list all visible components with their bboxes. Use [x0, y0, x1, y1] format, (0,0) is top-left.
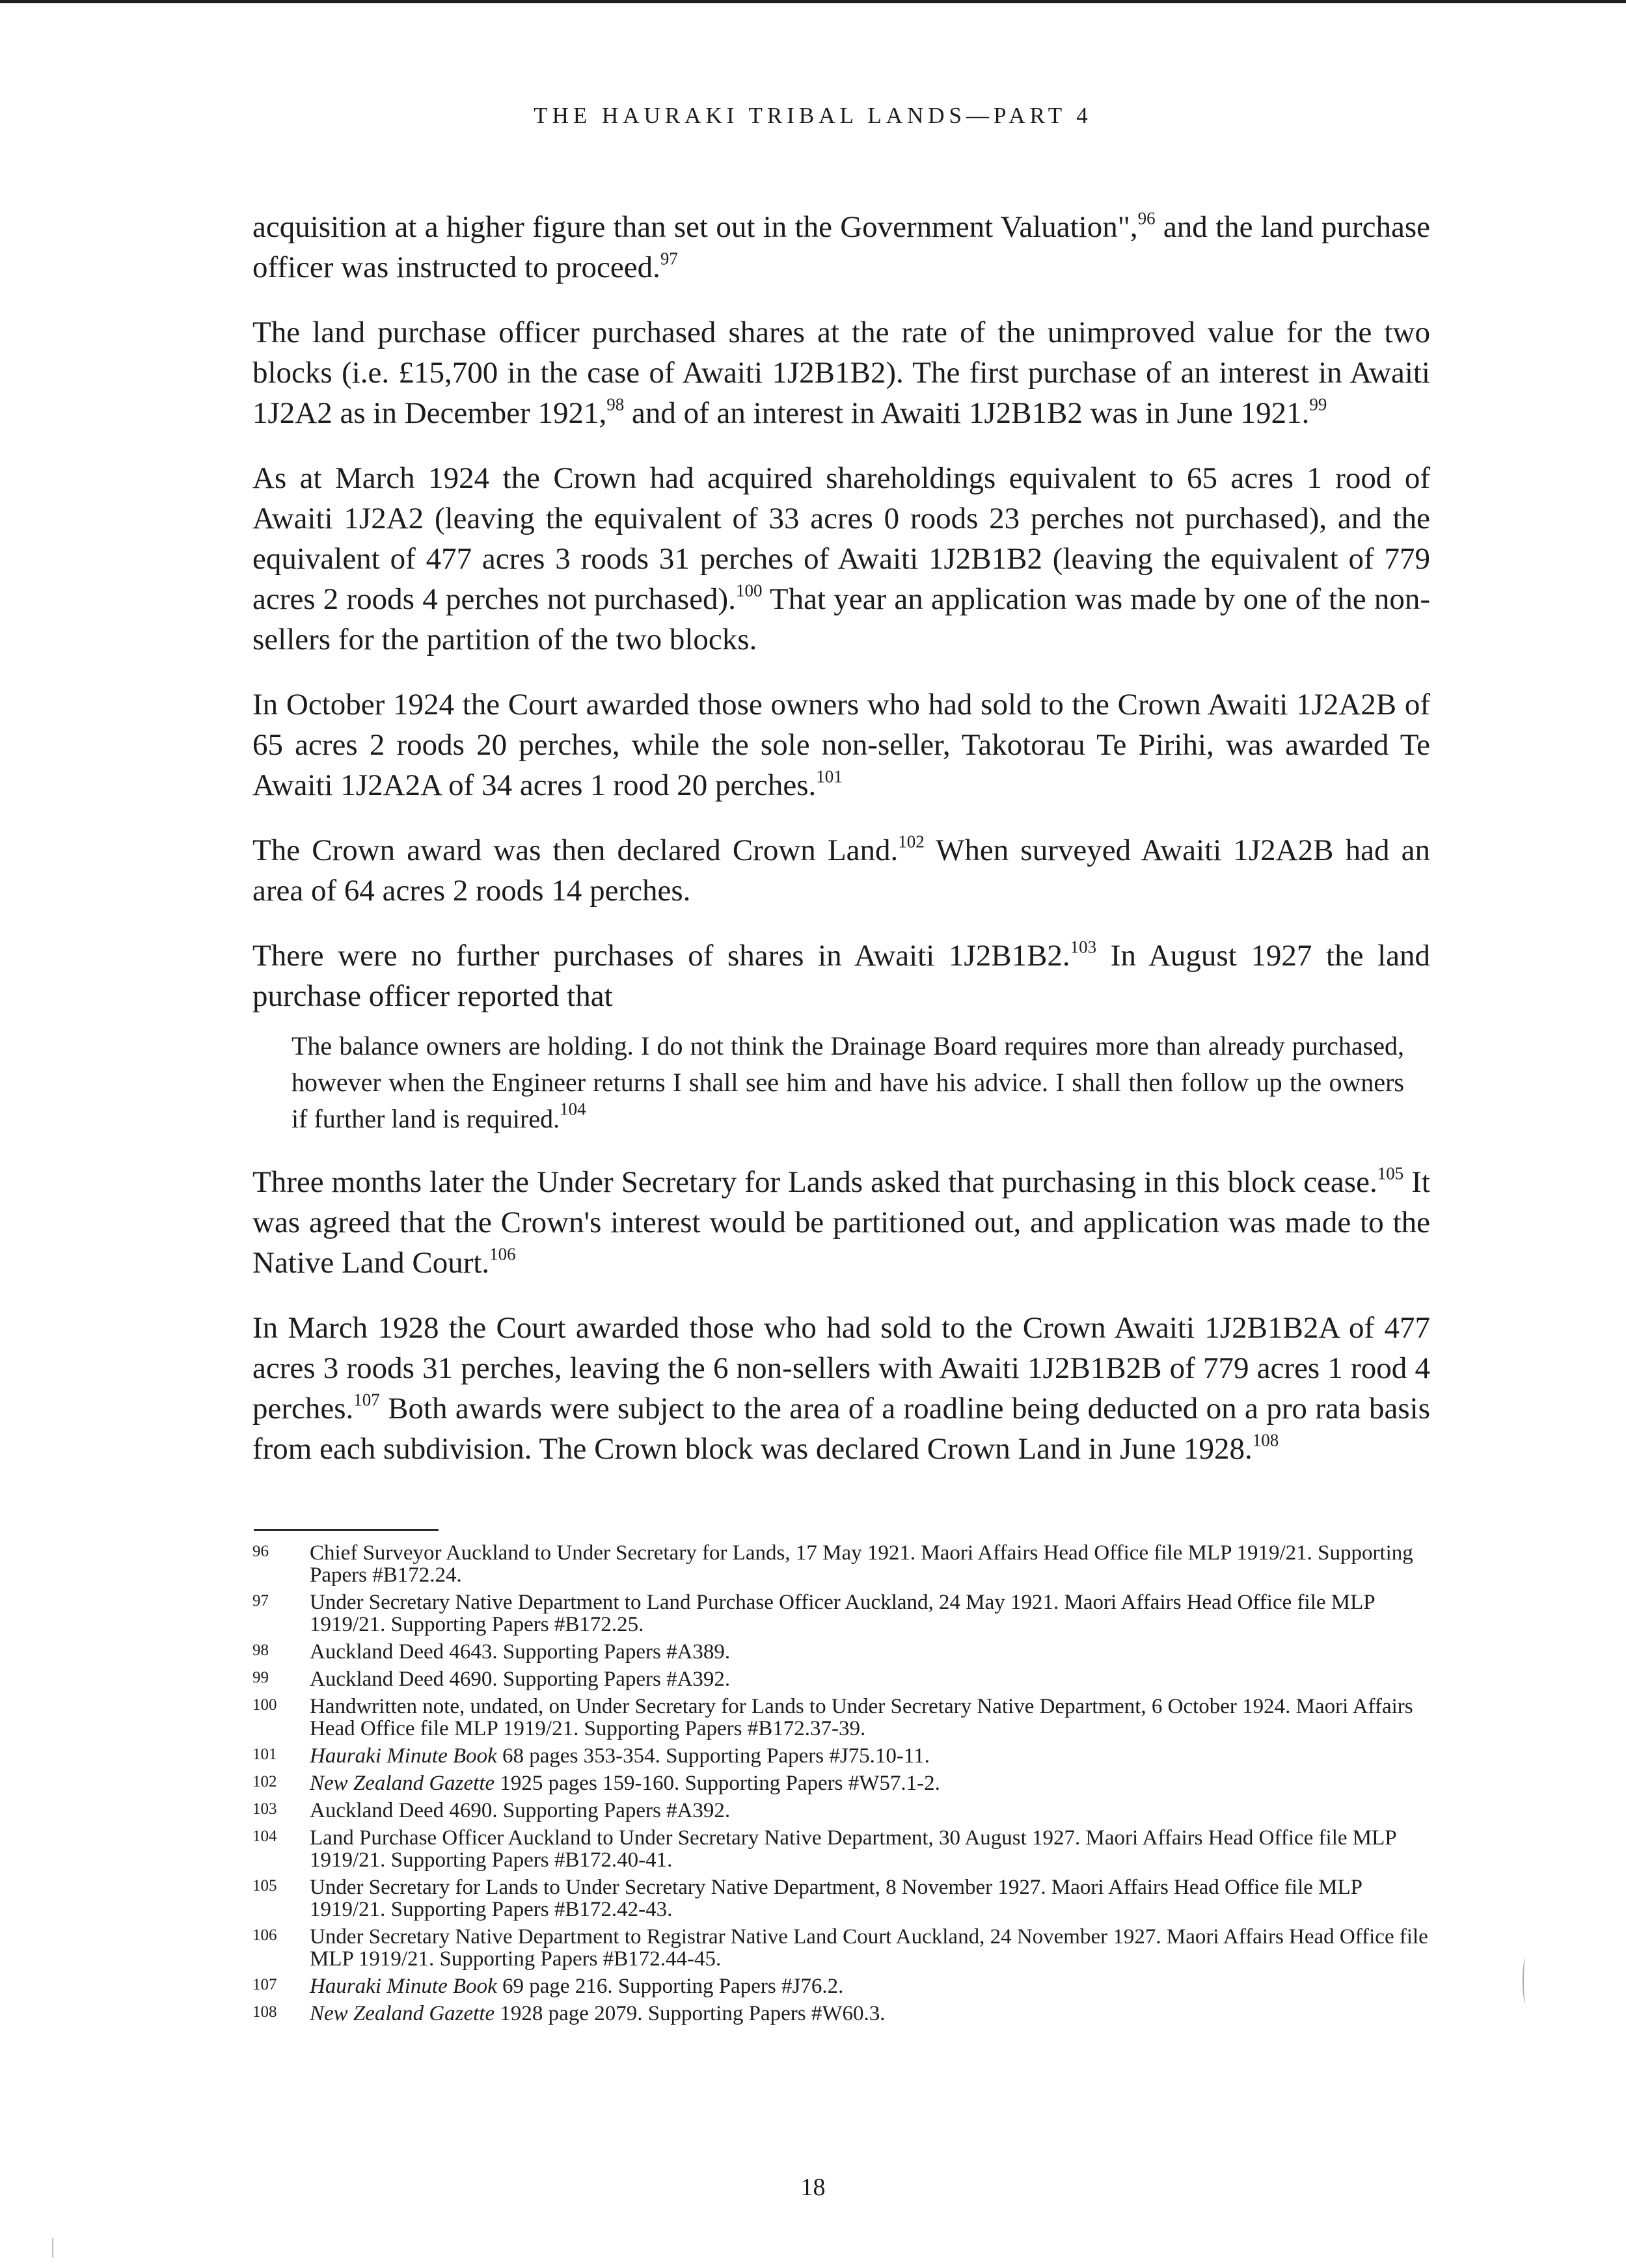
footnote-item	[252, 1926, 1430, 1970]
scan-margin-mark	[1523, 1958, 1529, 2004]
footnote-text: Auckland Deed 4690. Supporting Papers #A392.	[310, 1799, 731, 1822]
footnote-ref[interactable]: 108	[1252, 1430, 1279, 1450]
footnote-ref[interactable]: 99	[1309, 394, 1327, 414]
footnote-ref[interactable]: 105	[1377, 1163, 1404, 1183]
paragraph-1: acquisition at a higher figure than set out in the Government Valuation",$^{96}$ and the land purchase officer was instructed to proceed.$^{97}$	[252, 208, 1430, 284]
paragraph-6: There were no further purchases of shares in Awaiti 1J2B1B2.$^{103}$ In August 1927 the land purchase officer reported that	[252, 937, 1431, 1013]
paragraph-3: As at March 1924 the Crown had acquired shareholdings equivalent to 65 acres 1 rood of Awaiti 1J2A2 (leaving the equivalent of 33 acres 0 roods 23 perches not purchased), and the equivalent of 477 acres 3 roods 31 perches of Awaiti 1J2B1B2 (leaving the equivalent of 779 acres 2 roods 4 perches not purchased).$^{100}$ That year an application was made by one of the non-sellers for the partition of the two blocks.	[252, 461, 1430, 656]
footnote-text: Under Secretary Native Department to Land Purchase Officer Auckland, 24 May 1921. Maori Affairs Head Office file MLP 1919/21. Supporting Papers #B172.25.	[310, 1591, 1375, 1636]
block-quote: The balance owners are holding. I do not think the Drainage Board requires more than already purchased, however when the Engineer returns I shall see him and have his advice. I shall then follow up the owners if further land is required.$^{104}$	[291, 1031, 1404, 1133]
footnote-text: Under Secretary Native Department to Registrar Native Land Court Auckland, 24 November 1927. Maori Affairs Head Office file MLP 1919/21. Supporting Papers #B172.44-45.	[310, 1925, 1428, 1971]
footnote-item	[252, 1745, 1430, 1767]
footnote-separator	[254, 1529, 439, 1531]
body-text	[252, 207, 1430, 1494]
footnote-item	[252, 1827, 1430, 1871]
paragraph-8: In March 1928 the Court awarded those who had sold to the Crown Awaiti 1J2B1B2A of 477 acres 3 roods 31 perches, leaving the 6 non-sellers with Awaiti 1J2B1B2B of 779 acres 1 rood 4 perches.$^{107}$ Both awards were subject to the area of a roadline being deducted on a pro rata basis from each subdivision. The Crown block was declared Crown Land in June 1928.$^{108}$	[252, 1311, 1430, 1466]
footnote-ref[interactable]: 102	[898, 831, 925, 852]
footnote-number: 104	[252, 1828, 277, 1845]
paragraph-4: In October 1924 the Court awarded those owners who had sold to the Crown Awaiti 1J2A2B of 65 acres 2 roods 20 perches, while the sole non-seller, Takotorau Te Pirihi, was awarded Te Awaiti 1J2A2A of 34 acres 1 rood 20 perches.$^{101}$	[252, 688, 1430, 802]
footnote-item	[252, 1800, 1430, 1822]
footnote-item	[252, 1876, 1430, 1921]
footnote-item	[252, 2003, 1430, 2025]
footnote-ref[interactable]: 96	[1137, 208, 1156, 228]
footnote-number: 108	[252, 2003, 277, 2021]
footnote-ref[interactable]: 103	[1070, 937, 1097, 957]
footnote-number: 101	[252, 1746, 277, 1763]
footnote-text: New Zealand Gazette 1925 pages 159-160. Supporting Papers #W57.1-2.	[310, 1772, 940, 1795]
footnote-source-title: New Zealand Gazette	[310, 2002, 495, 2025]
footnote-text: Auckland Deed 4643. Supporting Papers #A389.	[310, 1640, 731, 1664]
footnote-ref[interactable]: 101	[816, 766, 843, 787]
footnote-item	[252, 1975, 1430, 1997]
footnote-text: New Zealand Gazette 1928 page 2079. Supporting Papers #W60.3.	[310, 2002, 886, 2025]
footnote-ref[interactable]: 104	[560, 1099, 586, 1119]
footnotes	[252, 1542, 1430, 2030]
footnote-ref[interactable]: 107	[353, 1390, 380, 1410]
footnote-item	[252, 1542, 1430, 1586]
footnote-number: 103	[252, 1800, 277, 1818]
footnote-item	[252, 1695, 1430, 1740]
footnote-number: 107	[252, 1976, 277, 1993]
footnote-text: Hauraki Minute Book 68 pages 353-354. Supporting Papers #J75.10-11.	[310, 1744, 930, 1768]
footnote-text: Handwritten note, undated, on Under Secretary for Lands to Under Secretary Native Department, 6 October 1924. Maori Affairs Head Office file MLP 1919/21. Supporting Papers #B172.37-39.	[310, 1695, 1413, 1740]
footnote-text: Under Secretary for Lands to Under Secretary Native Department, 8 November 1927. Maori Affairs Head Office file MLP 1919/21. Supporting Papers #B172.42-43.	[310, 1876, 1362, 1921]
footnote-item	[252, 1591, 1430, 1636]
footnote-number: 102	[252, 1773, 277, 1790]
footnote-item	[252, 1641, 1430, 1663]
footnote-item	[252, 1668, 1430, 1690]
running-header: THE HAURAKI TRIBAL LANDS—PART 4	[534, 103, 1092, 128]
scan-margin-mark	[52, 2238, 57, 2258]
footnote-text: Hauraki Minute Book 69 page 216. Supporting Papers #J76.2.	[310, 1975, 844, 1998]
footnote-item	[252, 1772, 1430, 1794]
top-border-rule	[0, 0, 1626, 3]
footnote-ref[interactable]: 100	[735, 580, 763, 601]
footnote-number: 97	[252, 1592, 269, 1610]
footnote-number: 99	[252, 1669, 269, 1686]
footnote-ref[interactable]: 106	[489, 1244, 516, 1264]
footnote-number: 106	[252, 1926, 277, 1944]
footnote-number: 96	[252, 1543, 269, 1560]
footnote-text: Chief Surveyor Auckland to Under Secretary for Lands, 17 May 1921. Maori Affairs Head Office file MLP 1919/21. Supporting Papers #B172.24.	[310, 1541, 1413, 1587]
footnote-text: Auckland Deed 4690. Supporting Papers #A392.	[310, 1667, 731, 1691]
footnote-number: 105	[252, 1877, 277, 1895]
footnote-source-title: Hauraki Minute Book	[310, 1975, 497, 1998]
page-number: 18	[800, 2174, 826, 2201]
paragraph-5: The Crown award was then declared Crown Land.$^{102}$ When surveyed Awaiti 1J2A2B had an area of 64 acres 2 roods 14 perches.	[252, 831, 1430, 908]
footnote-ref[interactable]: 97	[660, 249, 678, 269]
footnote-number: 98	[252, 1641, 269, 1659]
footnote-text: Land Purchase Officer Auckland to Under Secretary Native Department, 30 August 1927. Maori Affairs Head Office file MLP 1919/21. Supporting Papers #B172.40-41.	[310, 1826, 1396, 1872]
footnote-ref[interactable]: 98	[606, 394, 625, 414]
footnote-source-title: Hauraki Minute Book	[310, 1744, 497, 1768]
footnote-number: 100	[252, 1696, 277, 1714]
paragraph-2: The land purchase officer purchased shares at the rate of the unimproved value for the two blocks (i.e. £15,700 in the case of Awaiti 1J2B1B2). The first purchase of an interest in Awaiti 1J2A2 as in December 1921,98 and of an interest in Awaiti 1J2B1B2 was in June 1921.99	[252, 316, 1430, 430]
paragraph-7: Three months later the Under Secretary for Lands asked that purchasing in this block cease.$^{105}$ It was agreed that the Crown's interest would be partitioned out, and application was made to the Native Land Court.$^{106}$	[252, 1163, 1430, 1280]
footnote-source-title: New Zealand Gazette	[310, 1772, 495, 1795]
